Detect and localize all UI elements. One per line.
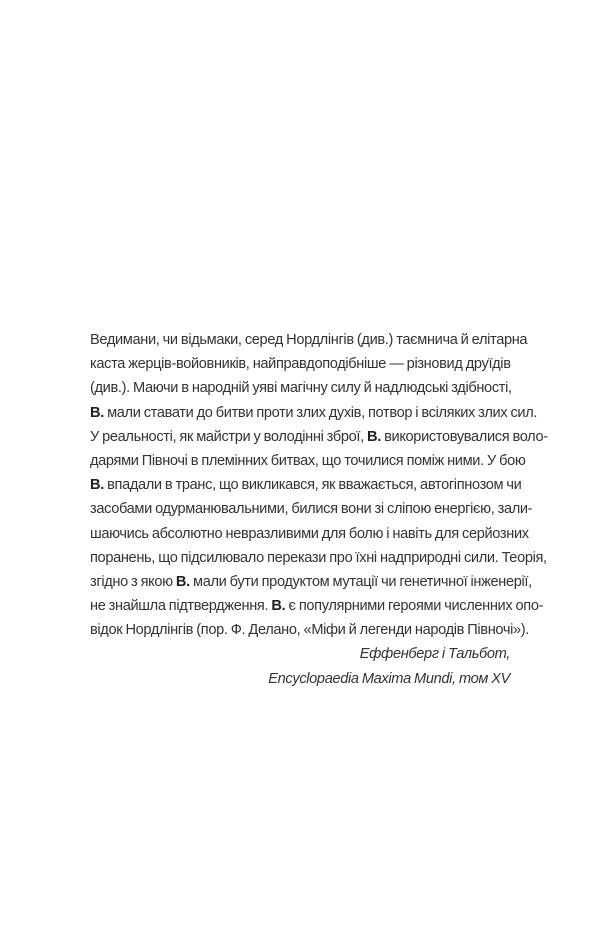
encyclopedia-epigraph bbox=[90, 328, 548, 691]
epigraph-line: Ведимани, чи відьмаки, серед Нордлінгів (див.) таємнича й елітарна bbox=[90, 332, 528, 348]
epigraph-line: каста жерців-войовників, найправдоподібніше — різновид друїдів bbox=[90, 356, 511, 373]
epigraph-line: дарями Півночі в племінних битвах, що точилися поміж ними. У бою bbox=[90, 452, 526, 469]
attribution-source: Encyclopaedia Maxima Mundi, том XV bbox=[268, 670, 510, 687]
epigraph-line: засобами одурманювальними, билися вони зі сліпою енергією, зали- bbox=[90, 501, 533, 518]
epigraph-line: не знайшла підтвердження. В. є популярними героями численних опо- bbox=[90, 598, 544, 615]
epigraph-line: відок Нордлінгів (пор. Ф. Делано, «Міфи й легенди народів Півночі»). bbox=[90, 622, 529, 639]
term-abbreviation: В. bbox=[90, 404, 104, 421]
term-abbreviation: В. bbox=[367, 428, 381, 445]
term-abbreviation: В. bbox=[90, 477, 104, 494]
epigraph-line: (див.). Маючи в народній уяві магічну силу й надлюдські здібності, bbox=[90, 380, 512, 397]
epigraph-line: шаючись абсолютно невразливими для болю і навіть для серйозних bbox=[90, 525, 529, 542]
epigraph-line: згідно з якою В. мали бути продуктом мутації чи генетичної інженерії, bbox=[90, 573, 532, 590]
epigraph-line: В. впадали в транс, що викликався, як вважається, автогіпнозом чи bbox=[90, 477, 522, 494]
term-abbreviation: В. bbox=[175, 573, 190, 590]
epigraph-line: В. мали ставати до битви проти злих духів, потвор і всіляких злих сил. bbox=[90, 404, 538, 421]
term-abbreviation: В. bbox=[271, 598, 286, 615]
attribution-authors: Еффенберг і Тальбот, bbox=[359, 646, 510, 663]
epigraph-line: У реальності, як майстри у володінні зброї, В. використовувалися воло- bbox=[90, 428, 548, 445]
epigraph-line: поранень, що підсилювало перекази про їхні надприродні сили. Теорія, bbox=[90, 549, 547, 566]
